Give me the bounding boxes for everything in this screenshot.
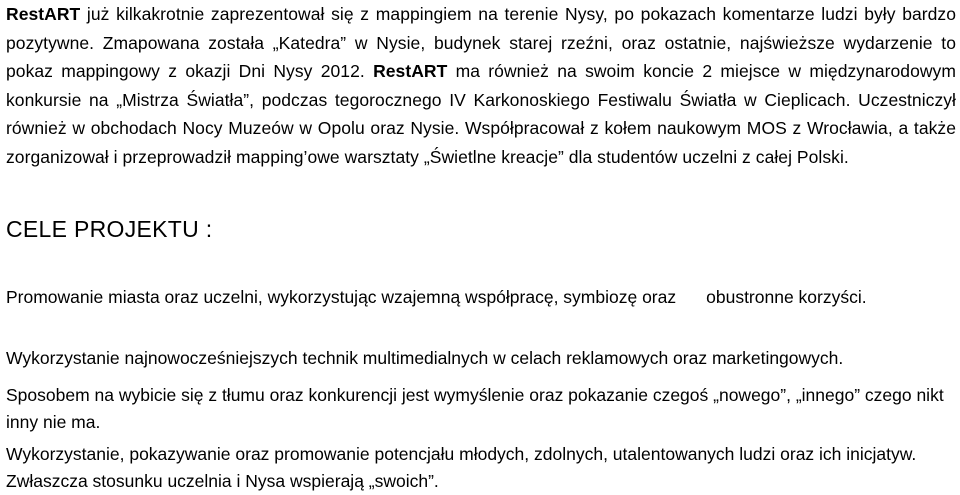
- intro-sentence-1: już kilkakrotnie zaprezentował się z mappingiem na terenie Nysy, po pokazach komentarze ludzi były bardzo pozytywne. Zmapowana została „Katedra” w Nysie, budynek starej rzeźni, oraz ostatnie, najświeższe wydarzenie to pokaz mappingowy z okazji Dni Nysy 2012.: [6, 4, 956, 82]
- intro-sentence-2: ma również na swoim koncie 2 miejsce w międzynarodowym konkursie na „Mistrza Światła”, podczas tegorocznego IV Karkonoskiego Festiwalu Światła w Cieplicach. Uczestniczył również w obchodach Nocy Muzeów w Opolu oraz Nysie. Współpracował z kołem naukowym MOS z Wrocławia, a także zorganizował i przeprowadził mapping’owe warsztaty „Świetlne kreacje” dla studentów uczelni z całej Polski.: [6, 61, 956, 167]
- restart-name-2: RestART: [373, 61, 448, 82]
- section-heading: CELE PROJEKTU :: [6, 216, 213, 242]
- intro-paragraph: [6, 0, 956, 172]
- document-page: [6, 0, 956, 491]
- goal-item-2: Wykorzystanie najnowocześniejszych technik multimedialnych w celach reklamowych oraz marketingowych.: [6, 348, 844, 368]
- restart-name-1: RestART: [6, 4, 81, 24]
- goal-item-3: Sposobem na wybicie się z tłumu oraz konkurencji jest wymyślenie oraz pokazanie czegoś „nowego”, „innego” czego nikt inny nie ma.: [6, 385, 944, 432]
- goal-item-1: [6, 284, 956, 311]
- goal-1-text: Promowanie miasta oraz uczelni, wykorzystując wzajemną współpracę, symbiozę oraz: [6, 287, 677, 307]
- goal-item-4: Wykorzystanie, pokazywanie oraz promowanie potencjału młodych, zdolnych, utalentowanych ludzi oraz ich inicjatyw. Zwłaszcza stosunku uczelnia i Nysa wspierają „swoich”.: [6, 444, 917, 491]
- goal-1-continuation: obustronne korzyści.: [706, 287, 867, 307]
